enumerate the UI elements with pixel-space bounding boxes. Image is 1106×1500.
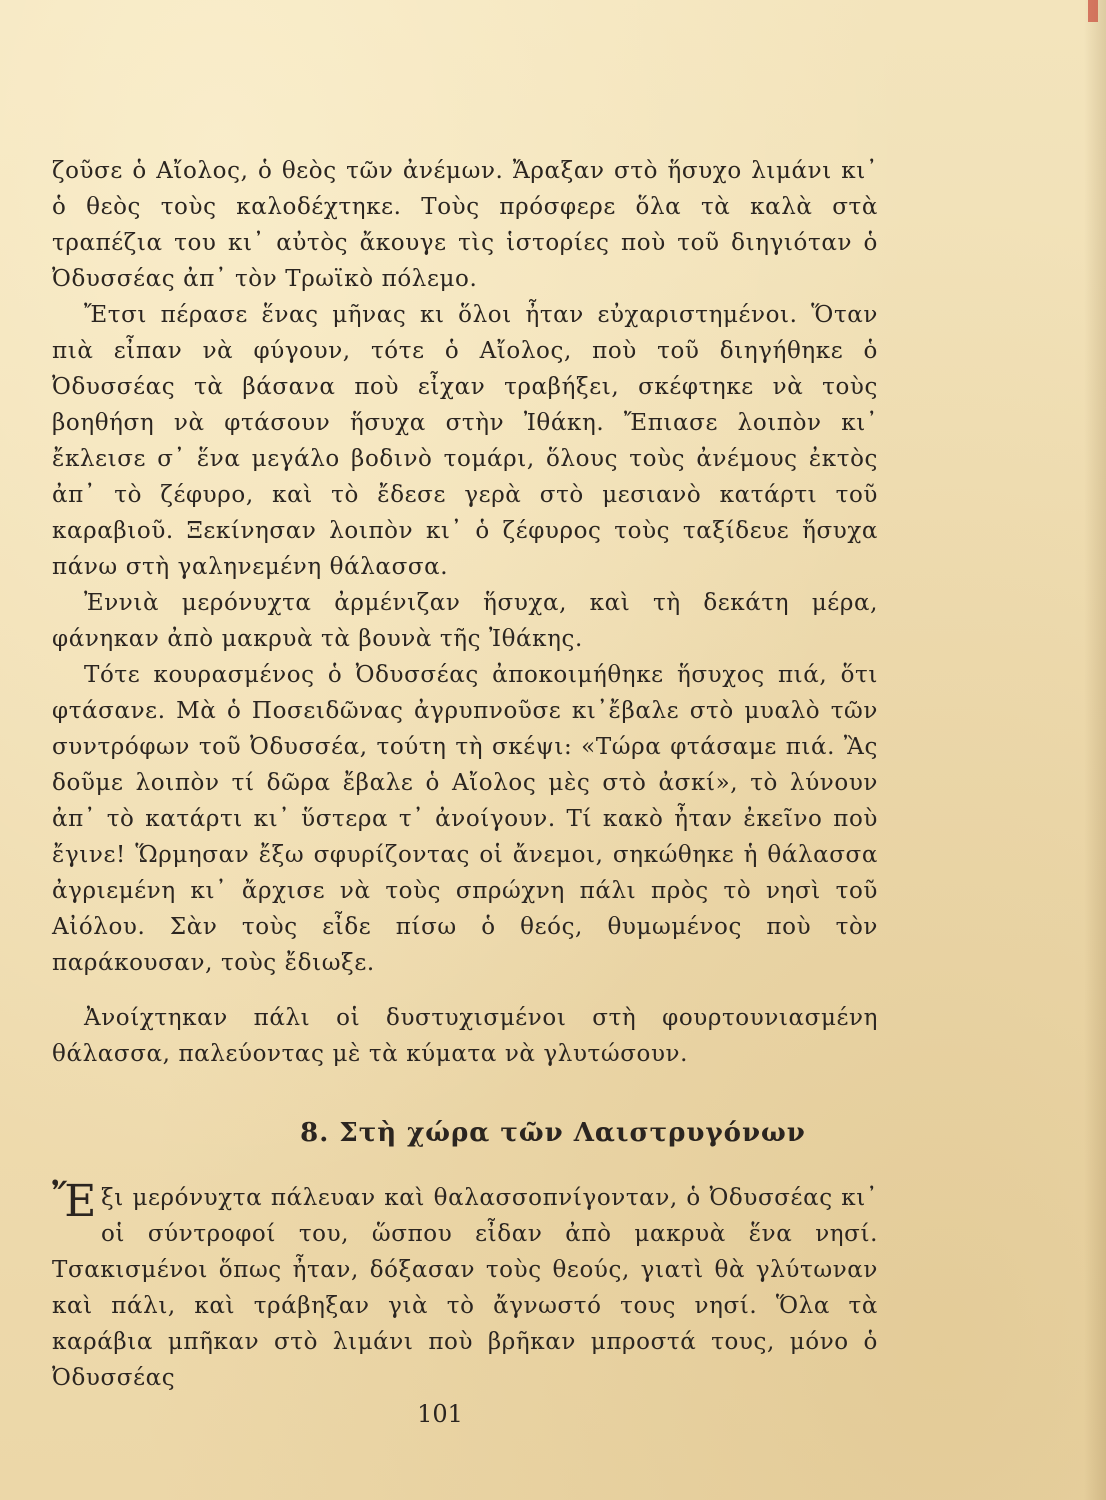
chapter-opening-text-wrap [52, 1176, 878, 1396]
drop-cap: Ἔ [52, 1176, 97, 1227]
chapter-heading [0, 1118, 1106, 1148]
chapter-opening-paragraph [52, 1176, 878, 1396]
paragraph-4 [52, 657, 878, 981]
paragraph-5 [52, 1000, 878, 1072]
chapter-number: 8. [300, 1118, 330, 1148]
paragraph-1 [52, 153, 878, 297]
paragraph-3 [52, 585, 878, 657]
chapter-title: Στὴ χώρα τῶν Λαιστρυγόνων [339, 1118, 806, 1148]
page-edge-shadow [1084, 0, 1106, 1500]
page-number: 101 [417, 1400, 463, 1428]
paragraph-1-text: ζοῦσε ὁ Αἴολος, ὁ θεὸς τῶν ἀνέμων. Ἄραξαν στὸ ἥσυχο λιμάνι κι᾿ ὁ θεὸς τοὺς καλοδέχτηκε. Τοὺς πρόσφερε ὅλα τὰ καλὰ στὰ τραπέζια του κι᾿ αὐτὸς ἄκουγε τὶς ἱστορίες ποὺ τοῦ διηγιόταν ὁ Ὀδυσσέας ἀπ᾿ τὸν Τρωϊκὸ πόλεμο. [52, 158, 878, 292]
paragraph-4-text: Τότε κουρασμένος ὁ Ὀδυσσέας ἀποκοιμήθηκε ἥσυχος πιά, ὅτι φτάσανε. Μὰ ὁ Ποσειδῶνας ἀγρυπνοῦσε κι᾿ἔβαλε στὸ μυαλὸ τῶν συντρόφων τοῦ Ὀδυσσέα, τούτη τὴ σκέψι: «Τώρα φτάσαμε πιά. Ἂς δοῦμε λοιπὸν τί δῶρα ἔβαλε ὁ Αἴολος μὲς στὸ ἀσκί», τὸ λύνουν ἀπ᾿ τὸ κατάρτι κι᾿ ὕστερα τ᾿ ἀνοίγουν. Τί κακὸ ἦταν ἐκεῖνο ποὺ ἔγινε! Ὥρμησαν ἔξω σφυρίζοντας οἱ ἄνεμοι, σηκώθηκε ἡ θάλασσα ἀγριεμένη κι᾿ ἄρχισε νὰ τοὺς σπρώχνη πάλι πρὸς τὸ νησὶ τοῦ Αἰόλου. Σὰν τοὺς εἶδε πίσω ὁ θεός, θυμωμένος ποὺ τὸν παράκουσαν, τοὺς ἔδιωξε. [52, 662, 878, 976]
chapter-opening-text: ξι μερόνυχτα πάλευαν καὶ θαλασσοπνίγονταν, ὁ Ὀδυσσέας κι᾿ οἱ σύντροφοί του, ὥσπου εἶδαν ἀπὸ μακρυὰ ἕνα νησί. Τσακισμένοι ὅπως ἦταν, δόξασαν τοὺς θεούς, γιατὶ θὰ γλύτωναν καὶ πάλι, καὶ τράβηξαν γιὰ τὸ ἄγνωστό τους νησί. Ὅλα τὰ καράβια μπῆκαν στὸ λιμάνι ποὺ βρῆκαν μπροστά τους, μόνο ὁ Ὀδυσσέας [52, 1185, 878, 1391]
paragraph-2 [52, 297, 878, 585]
paragraph-5-text: Ἀνοίχτηκαν πάλι οἱ δυστυχισμένοι στὴ φουρτουνιασμένη θάλασσα, παλεύοντας μὲ τὰ κύματα νὰ γλυτώσουν. [52, 1005, 878, 1067]
paragraph-2-text: Ἔτσι πέρασε ἕνας μῆνας κι ὅλοι ἦταν εὐχαριστημένοι. Ὅταν πιὰ εἶπαν νὰ φύγουν, τότε ὁ Αἴολος, ποὺ τοῦ διηγήθηκε ὁ Ὀδυσσέας τὰ βάσανα ποὺ εἶχαν τραβήξει, σκέφτηκε νὰ τοὺς βοηθήση νὰ φτάσουν ἥσυχα στὴν Ἰθάκη. Ἔπιασε λοιπὸν κι᾿ ἔκλεισε σ᾿ ἕνα μεγάλο βοδινὸ τομάρι, ὅλους τοὺς ἀνέμους ἐκτὸς ἀπ᾿ τὸ ζέφυρο, καὶ τὸ ἔδεσε γερὰ στὸ μεσιανὸ κατάρτι τοῦ καραβιοῦ. Ξεκίνησαν λοιπὸν κι᾿ ὁ ζέφυρος τοὺς ταξίδευε ἥσυχα πάνω στὴ γαληνεμένη θάλασσα. [52, 302, 878, 580]
corner-tab-mark [1088, 0, 1098, 22]
paragraph-3-text: Ἐννιὰ μερόνυχτα ἀρμένιζαν ἥσυχα, καὶ τὴ δεκάτη μέρα, φάνηκαν ἀπὸ μακρυὰ τὰ βουνὰ τῆς Ἰθάκης. [52, 590, 878, 652]
